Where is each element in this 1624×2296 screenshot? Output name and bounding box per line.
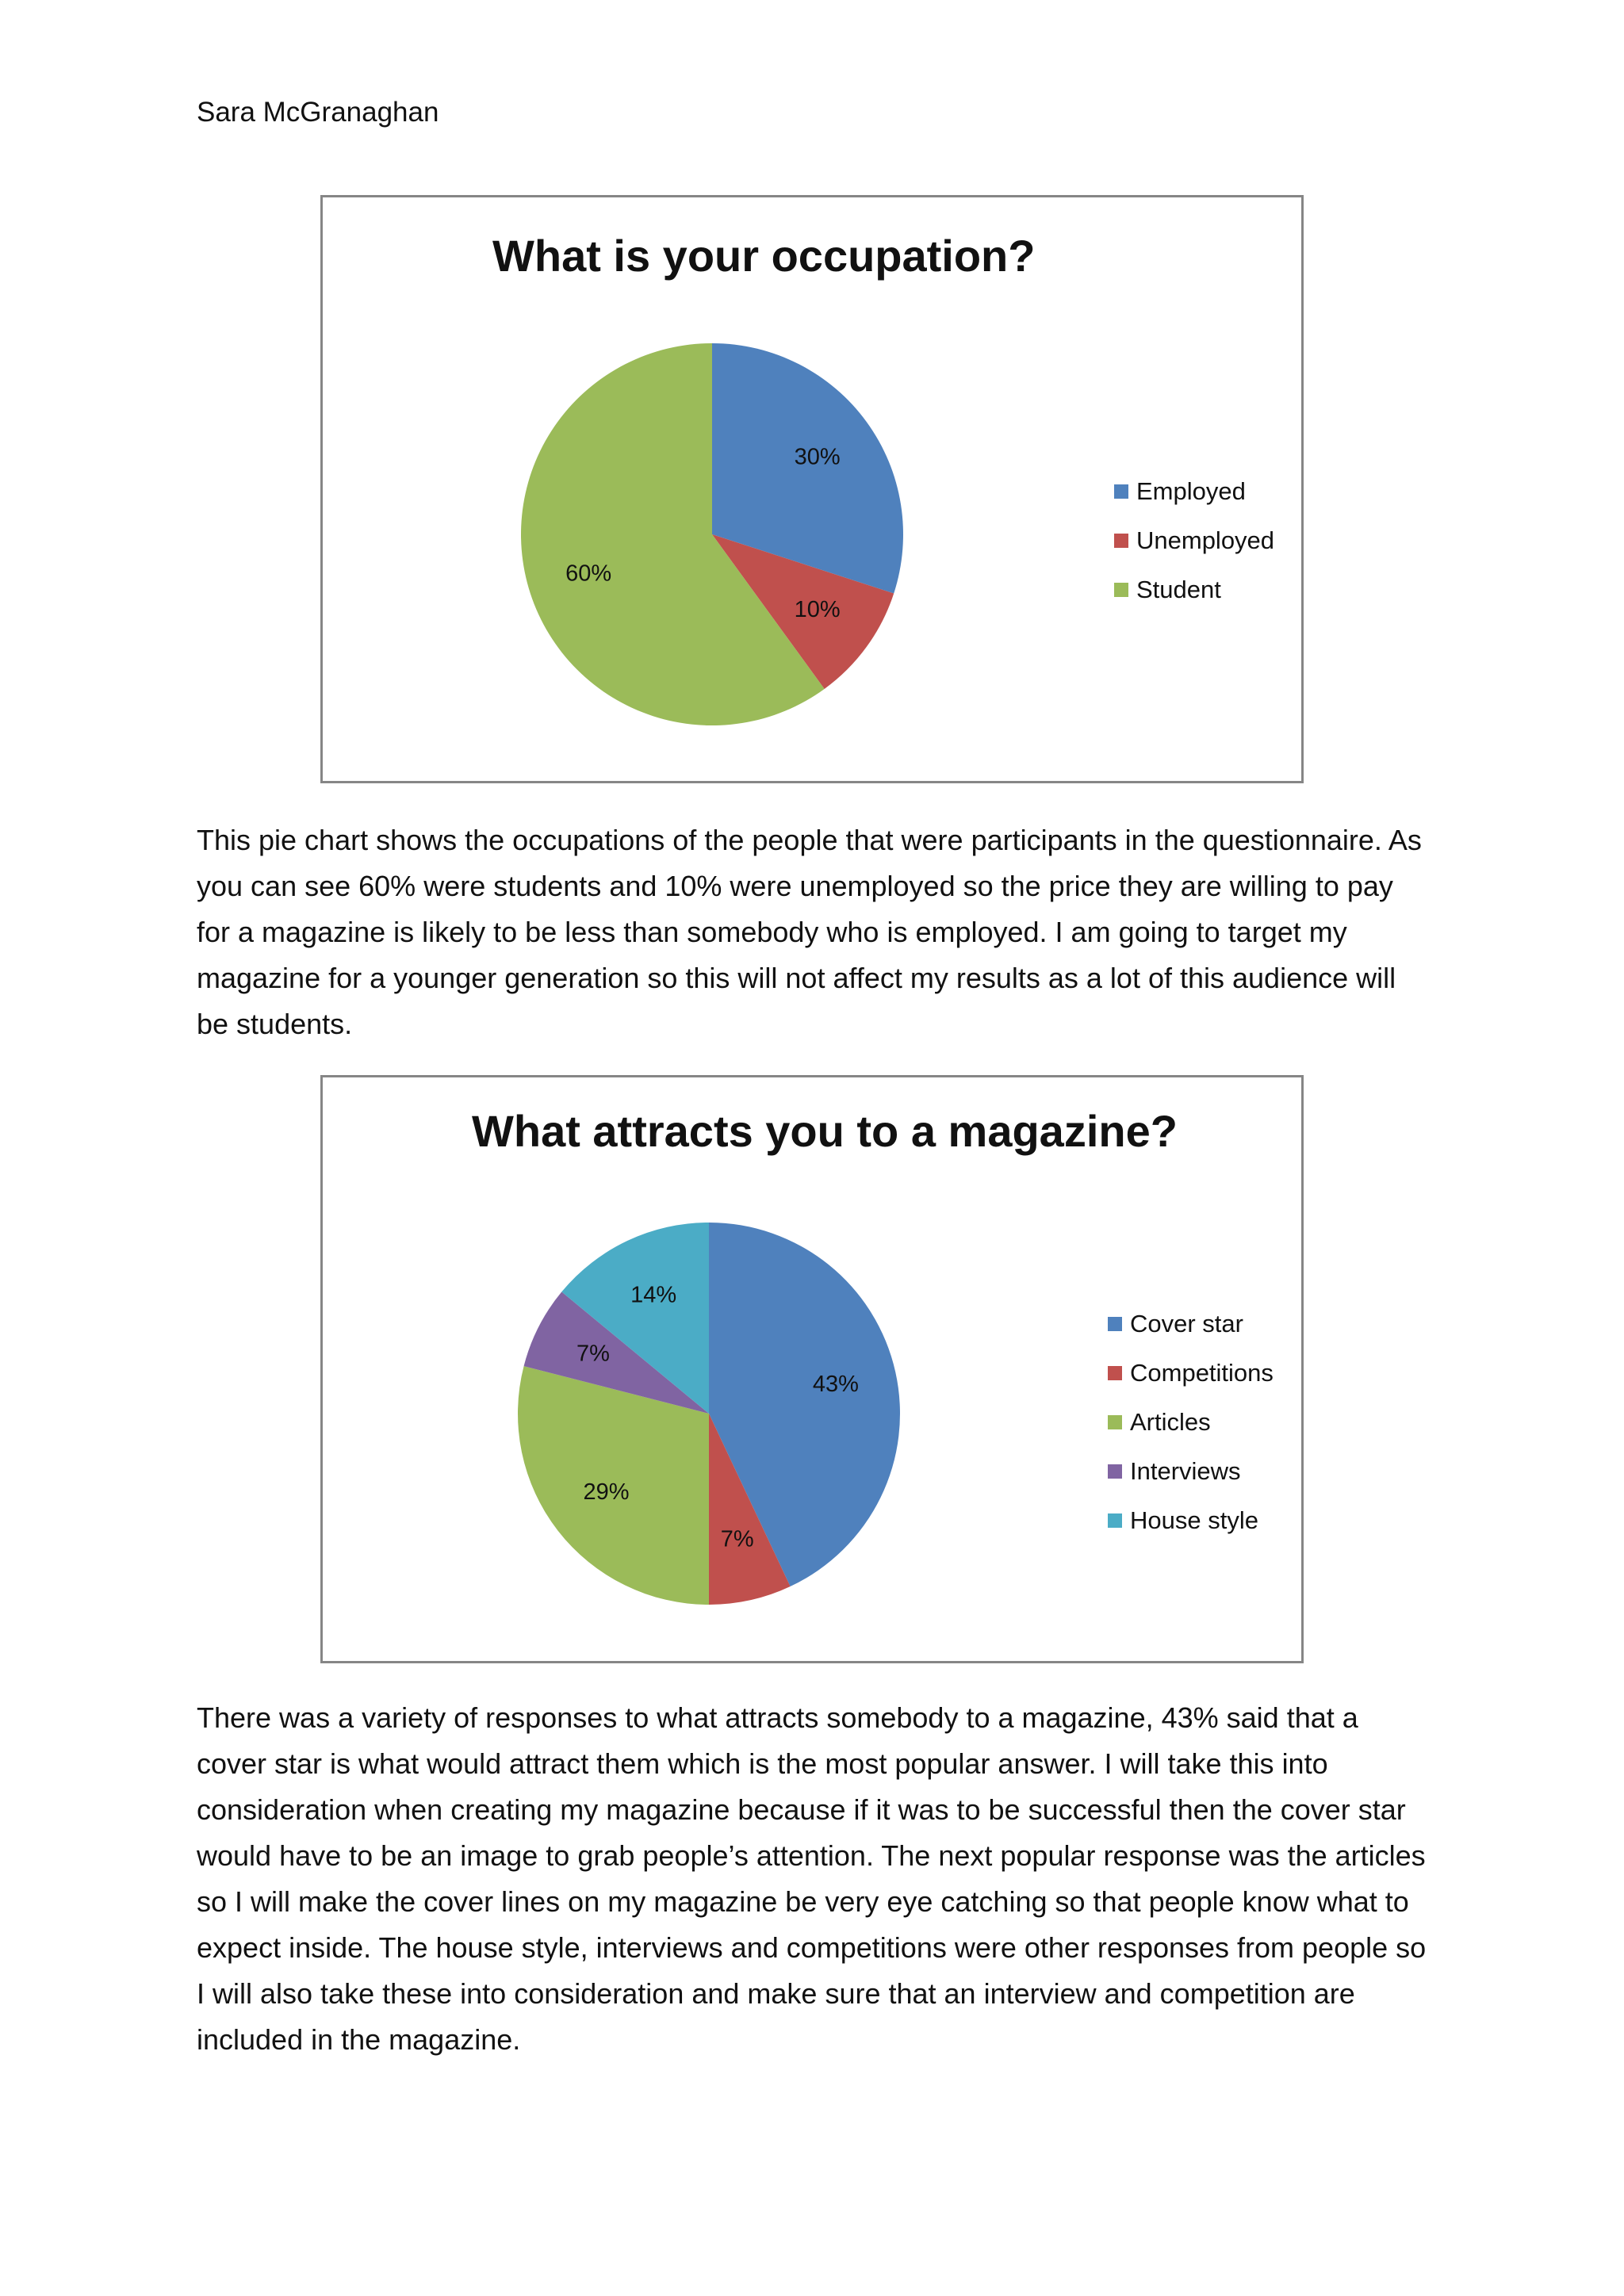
legend-swatch <box>1108 1415 1122 1429</box>
legend-item-interviews <box>1108 1447 1274 1496</box>
data-label-interviews: 7% <box>576 1341 610 1367</box>
legend-item-student <box>1114 565 1274 614</box>
chart-title: What is your occupation? <box>492 231 1036 281</box>
data-label-competitions: 7% <box>720 1526 754 1552</box>
legend-swatch <box>1108 1513 1122 1528</box>
data-label-cover-star: 43% <box>812 1371 859 1397</box>
chart-title: What attracts you to a magazine? <box>472 1106 1178 1156</box>
legend-label: Student <box>1136 576 1221 603</box>
data-label-house-style: 14% <box>630 1282 677 1308</box>
data-label-unemployed: 10% <box>794 596 841 622</box>
data-label-employed: 30% <box>794 444 841 470</box>
legend-label: House style <box>1130 1506 1258 1534</box>
legend-item-unemployed <box>1114 516 1274 565</box>
legend-label: Competitions <box>1130 1359 1274 1387</box>
legend-item-house-style <box>1108 1496 1274 1545</box>
chart-legend <box>1114 467 1274 614</box>
legend-swatch <box>1114 583 1128 597</box>
author-name: Sara McGranaghan <box>197 97 439 128</box>
legend-swatch <box>1108 1366 1122 1380</box>
data-label-student: 60% <box>565 561 612 587</box>
legend-label: Employed <box>1136 477 1246 505</box>
chart-legend <box>1108 1299 1274 1545</box>
legend-item-cover-star <box>1108 1299 1274 1349</box>
data-label-articles: 29% <box>583 1479 630 1506</box>
occupation-pie-chart <box>320 195 1304 783</box>
legend-label: Cover star <box>1130 1310 1243 1337</box>
legend-label: Interviews <box>1130 1457 1241 1485</box>
legend-swatch <box>1114 534 1128 548</box>
attraction-paragraph: There was a variety of responses to what attracts somebody to a magazine, 43% said that a cover star is what would attract them which is the most popular answer. I will take this into consideration when creating my magazine because if it was to be successful then the cover star would have to be an image to grab people’s attention. The next popular response was the articles so I will make the cover lines on my magazine be very eye catching so that people know what to expect inside. The house style, interviews and competitions were other responses from people so I will also take these into consideration and make sure that an interview and competition are included in the magazine. <box>197 1701 1427 2056</box>
occupation-paragraph: This pie chart shows the occupations of the people that were participants in the questionnaire. As you can see 60% were students and 10% were unemployed so the price they are willing to pay for a magazine is likely to be less than somebody who is employed. I am going to target my magazine for a younger generation so this will not affect my results as a lot of this audience will be students. <box>197 824 1422 1040</box>
legend-label: Unemployed <box>1136 526 1275 554</box>
legend-swatch <box>1108 1464 1122 1479</box>
legend-swatch <box>1114 484 1128 499</box>
legend-item-articles <box>1108 1398 1274 1447</box>
legend-swatch <box>1108 1317 1122 1331</box>
attraction-pie-chart <box>320 1075 1304 1663</box>
legend-item-competitions <box>1108 1349 1274 1398</box>
legend-label: Articles <box>1130 1408 1211 1436</box>
legend-item-employed <box>1114 467 1274 516</box>
